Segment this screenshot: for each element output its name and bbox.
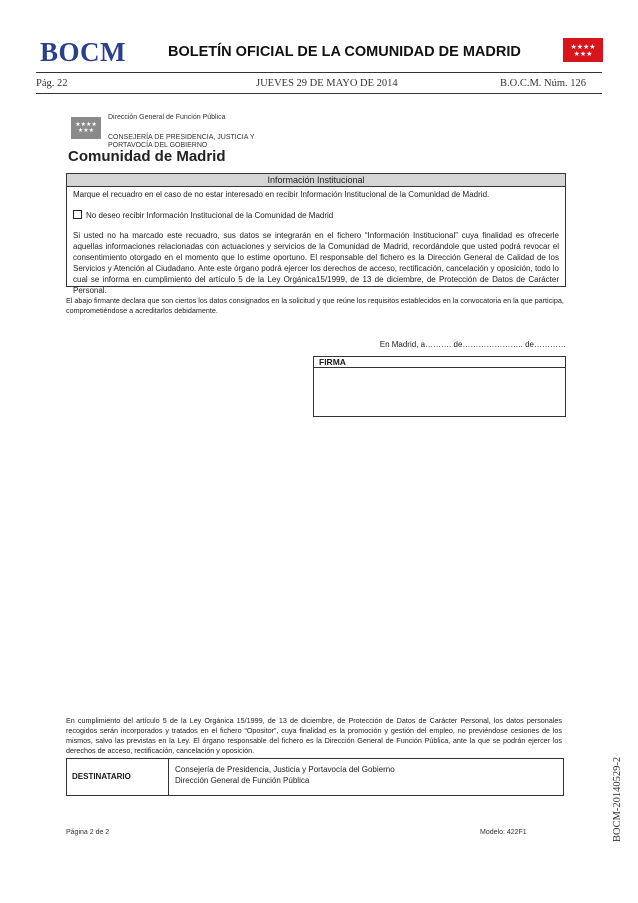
meta-divider xyxy=(36,93,602,94)
publication-title: BOLETÍN OFICIAL DE LA COMUNIDAD DE MADRID xyxy=(168,44,521,60)
bocm-side-code: BOCM-20140529-2 xyxy=(612,756,623,842)
opt-out-checkbox[interactable] xyxy=(73,210,82,219)
destinatario-value xyxy=(175,764,395,786)
declaration-text: El abajo firmante declara que son ciertos los datos consignados en la solicitud y que reúne los requisitos establecidos en la convocatoria en la que participa, comprometiéndose a acreditarlos debidamente. xyxy=(66,296,564,315)
destinatario-table xyxy=(66,758,564,796)
signature-label: FIRMA xyxy=(314,357,565,368)
opt-out-row xyxy=(73,210,559,221)
destinatario-line-2: Dirección General de Función Pública xyxy=(175,776,310,785)
footer-model: Modelo: 422F1 xyxy=(480,829,527,836)
legal-notice: En cumplimiento del artículo 5 de la Ley Orgánica 15/1999, de 13 de diciembre, de Protección de Datos de Carácter Personal, los datos personales recogidos serán incorporados y tratados en el fichero “Opositor”, cuya finalidad es la promoción y gestión del empleo, no previéndose cesiones de los mismos, salvo las previstas en la Ley. El órgano responsable del fichero es la Dirección General de Función Pública, ante la que se podrán ejercer los derechos de acceso, rectificación, cancelación y oposición. xyxy=(66,716,562,755)
logo-stars-top: ★★★★ xyxy=(75,122,97,128)
info-instruction: Marque el recuadro en el caso de no estar interesado en recibir Información Institucional de la Comunidad de Madrid. xyxy=(73,190,490,199)
institution-name: Comunidad de Madrid xyxy=(68,148,226,165)
issue-number: B.O.C.M. Núm. 126 xyxy=(500,78,587,89)
issue-date: JUEVES 29 DE MAYO DE 2014 xyxy=(256,78,398,89)
madrid-flag-icon xyxy=(563,38,603,62)
signature-box[interactable] xyxy=(313,356,566,417)
logo-stars-bottom: ★★★ xyxy=(77,128,95,134)
header-divider xyxy=(36,72,602,73)
ministry-line-2: PORTAVOCÍA DEL GOBIERNO xyxy=(108,142,208,149)
opt-out-label: No deseo recibir Información Institucional de la Comunidad de Madrid xyxy=(86,211,334,220)
flag-stars-bottom: ★★★ xyxy=(573,51,593,58)
info-body: Si usted no ha marcado este recuadro, sus datos se integrarán en el fichero “Información Institucional” cuya finalidad es ofrecerle aquellas informaciones relacionadas con actuaciones y servicios de la Comunidad de Madrid, recordándole que usted podrá revocar el consentimiento otorgado en el momento que lo estime oportuno. El responsable del fichero es la Dirección General de Calidad de los Servicios y Atención al Ciudadano. Ante este órgano podrá ejercer los derechos de acceso, rectificación, cancelación y oposición, todo lo cual se informa en cumplimiento del artículo 5 de la Ley Orgánica15/1999, de 13 de diciembre, de Protección de Datos de Carácter Personal. xyxy=(73,231,559,295)
directorate: Dirección General de Función Pública xyxy=(108,114,226,121)
date-line[interactable]: En Madrid, a………. de………………….. de………… xyxy=(379,340,566,349)
comunidad-madrid-logo-icon xyxy=(71,117,101,139)
bocm-logo: BOCM xyxy=(40,37,126,67)
footer-page: Página 2 de 2 xyxy=(66,829,110,836)
destinatario-label: DESTINATARIO xyxy=(67,759,169,795)
ministry-line-1: CONSEJERÍA DE PRESIDENCIA, JUSTICIA Y xyxy=(108,134,255,141)
destinatario-line-1: Consejería de Presidencia, Justicia y Portavocía del Gobierno xyxy=(175,765,395,774)
flag-stars-top: ★★★★ xyxy=(570,44,596,51)
info-box-title: Información Institucional xyxy=(67,174,565,187)
info-institucional-box xyxy=(66,173,566,295)
page-number: Pág. 22 xyxy=(36,78,68,89)
